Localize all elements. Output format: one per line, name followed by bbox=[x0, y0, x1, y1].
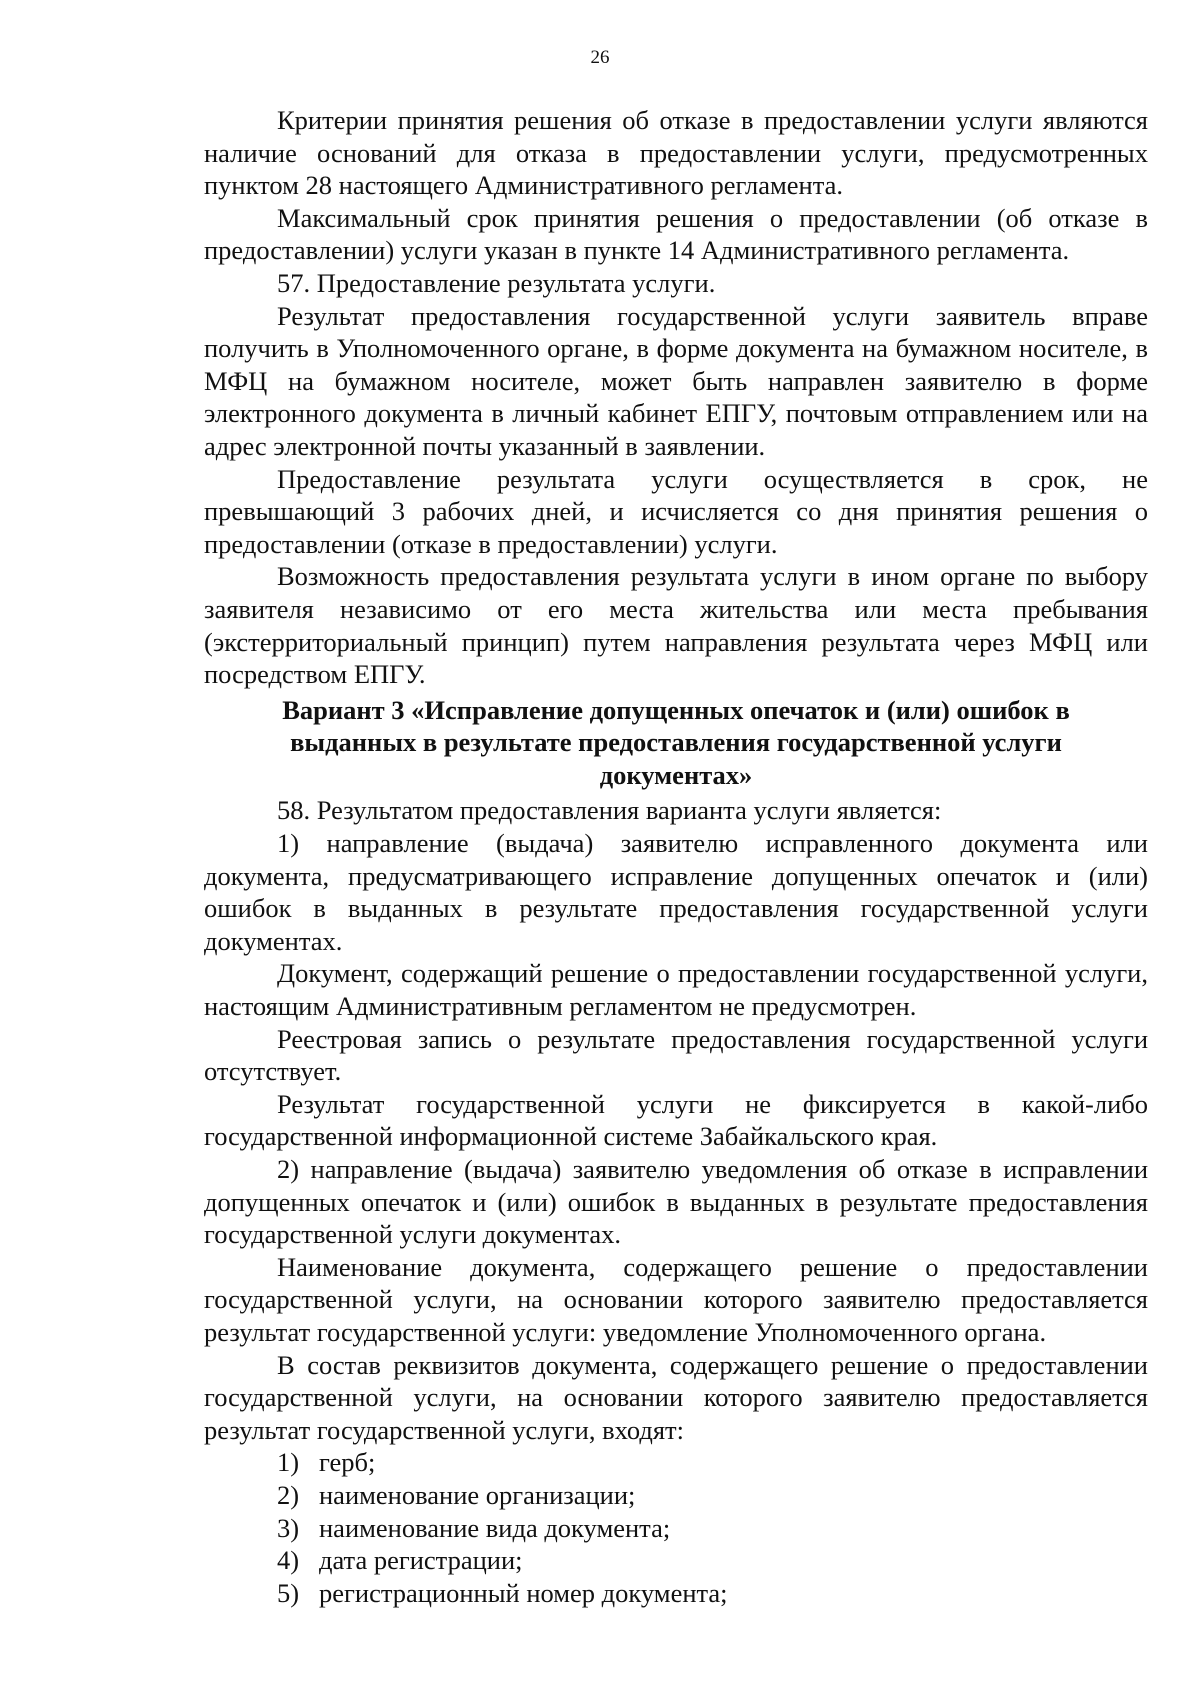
paragraph-58-title: 58. Результатом предоставления варианта услуги является: bbox=[277, 795, 942, 826]
list-item bbox=[204, 1512, 1148, 1545]
paragraph-57-title: 57. Предоставление результата услуги. bbox=[277, 267, 716, 298]
list-item-number: 5) bbox=[277, 1577, 300, 1608]
list-item bbox=[204, 1577, 1148, 1610]
list-item-number: 1) bbox=[277, 1447, 300, 1478]
list-item bbox=[204, 1446, 1148, 1479]
paragraph-decision-document: Документ, содержащий решение о предоставлении государственной услуги, настоящим Административным регламентом не предусмотрен. bbox=[204, 958, 1148, 1022]
list-item bbox=[204, 1544, 1148, 1577]
section-heading-variant-3: Вариант 3 «Исправление допущенных опечаток и (или) ошибок в выданных в результате предоставления государственной услуги документах» bbox=[282, 694, 1070, 790]
document-body bbox=[204, 104, 1148, 1609]
list-item-text: наименование вида документа; bbox=[319, 1512, 671, 1543]
paragraph-not-recorded: Результат государственной услуги не фиксируется в какой-либо государственной информационной системе Забайкальского края. bbox=[204, 1088, 1148, 1152]
list-item-text: наименование организации; bbox=[319, 1479, 636, 1510]
paragraph-result-term: Предоставление результата услуги осуществляется в срок, не превышающий 3 рабочих дней, и исчисляется со дня принятия решения о предоставлении (отказе в предоставлении) услуги. bbox=[204, 463, 1148, 559]
page-number: 26 bbox=[590, 47, 610, 68]
list-item-text: герб; bbox=[319, 1447, 376, 1478]
requisites-list bbox=[204, 1446, 1148, 1609]
list-item bbox=[204, 1479, 1148, 1512]
paragraph-registry-record: Реестровая запись о результате предоставления государственной услуги отсутствует. bbox=[204, 1023, 1148, 1087]
paragraph-document-name: Наименование документа, содержащего решение о предоставлении государственной услуги, на основании которого заявителю предоставляется результат государственной услуги: уведомление Уполномоченного органа. bbox=[204, 1251, 1148, 1347]
list-item-number: 2) bbox=[277, 1479, 300, 1510]
list-item-text: дата регистрации; bbox=[319, 1545, 523, 1576]
paragraph-max-decision-term: Максимальный срок принятия решения о предоставлении (об отказе в предоставлении) услуги указан в пункте 14 Административного регламента. bbox=[204, 202, 1148, 266]
paragraph-refusal-criteria: Критерии принятия решения об отказе в предоставлении услуги являются наличие оснований для отказа в предоставлении услуги, предусмотренных пунктом 28 настоящего Административного регламента. bbox=[204, 105, 1148, 201]
list-item-number: 3) bbox=[277, 1512, 300, 1543]
paragraph-item-2: 2) направление (выдача) заявителю уведомления об отказе в исправлении допущенных опечаток и (или) ошибок в выданных в результате предоставления государственной услуги документах. bbox=[204, 1154, 1148, 1250]
paragraph-requisites-intro: В состав реквизитов документа, содержащего решение о предоставлении государственной услуги, на основании которого заявителю предоставляется результат государственной услуги, входят: bbox=[204, 1349, 1148, 1445]
list-item-number: 4) bbox=[277, 1545, 300, 1576]
paragraph-item-1: 1) направление (выдача) заявителю исправленного документа или документа, предусматривающего исправление допущенных опечаток и (или) ошибок в выданных в результате предоставления государственной услуги документах. bbox=[204, 828, 1148, 956]
paragraph-extraterritorial: Возможность предоставления результата услуги в ином органе по выбору заявителя независимо от его места жительства или места пребывания (экстерриториальный принцип) путем направления результата через МФЦ или посредством ЕПГУ. bbox=[204, 561, 1148, 690]
paragraph-result-delivery: Результат предоставления государственной услуги заявитель вправе получить в Уполномоченного органе, в форме документа на бумажном носителе, в МФЦ на бумажном носителе, может быть направлен заявителю в форме электронного документа в личный кабинет ЕПГУ, почтовым отправлением или на адрес электронной почты указанный в заявлении. bbox=[204, 300, 1148, 461]
list-item-text: регистрационный номер документа; bbox=[319, 1577, 728, 1608]
